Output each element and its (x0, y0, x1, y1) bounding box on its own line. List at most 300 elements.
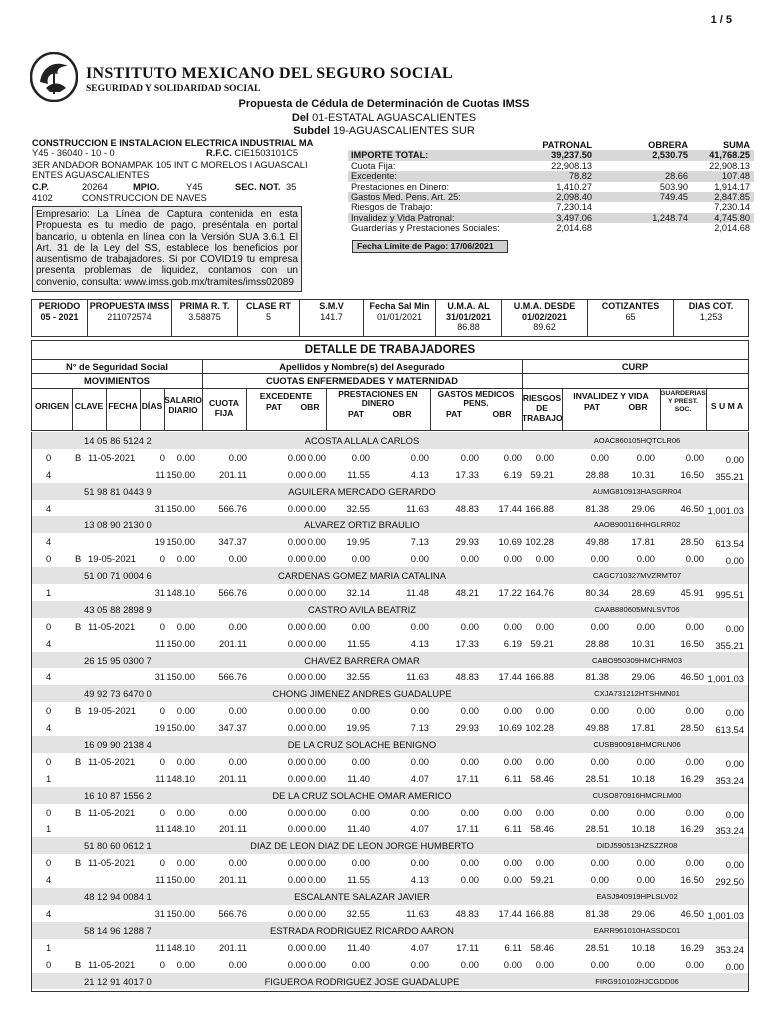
cell-exc-pat: 0.00 (287, 755, 306, 767)
cell-exc-pat: 0.00 (287, 637, 306, 649)
importe-patronal: 7,230.14 (556, 202, 592, 213)
cell-exc-obr: 0.00 (307, 941, 326, 953)
cell-salario: 150.00 (166, 502, 195, 514)
cell-prest-pat: 11.40 (347, 772, 370, 784)
cell-riesgos: 166.88 (525, 907, 554, 919)
notice-box: Empresario: La Línea de Captura contenida en esta Propuesta es tu medio de pago, preséntala en portal bancario, u obtenla en línea con la Versión SUA 3.6.1 El Art. 31 de la Ley del SS, establece los beneficios por ausentismo de trabajadores. Si por COVID19 tu empresa presenta problemas de liquidez, contamos con un convenio, consulta: www.imss.gob.mx/tramites/imss02089 (32, 206, 302, 292)
cell-guarderias: 0.00 (685, 451, 704, 463)
cell-gastos-pat: 0.00 (460, 553, 479, 565)
cell-suma: 0.00 (725, 622, 744, 634)
cell-riesgos: 0.00 (535, 705, 554, 717)
cell-prest-pat: 0.00 (351, 553, 370, 565)
movement-row (32, 533, 748, 550)
suma-header: SUMA (722, 140, 750, 150)
cell-prest-obr: 11.48 (406, 587, 429, 599)
cell-prest-pat: 0.00 (351, 958, 370, 970)
cell-suma: 1,001.03 (707, 673, 744, 685)
cell-cuota-fija: 0.00 (228, 620, 247, 632)
cell-dias: 11 (155, 874, 165, 886)
cell-salario: 148.10 (166, 587, 195, 599)
cell-gastos-pat: 0.00 (460, 705, 479, 717)
cell-riesgos: 0.00 (535, 451, 554, 463)
cell-gastos-pat: 29.93 (455, 722, 479, 734)
worker-nss: 51 00 71 0004 6 (84, 570, 152, 582)
cell-salario: 0.00 (176, 806, 195, 818)
cell-riesgos: 0.00 (535, 620, 554, 632)
delegacion: Del 01-ESTATAL AGUASCALIENTES (291, 112, 477, 124)
cell-prest-obr: 0.00 (410, 451, 429, 463)
cell-exc-obr: 0.00 (307, 705, 326, 717)
dias-cell: DIAS COT. 1,253 (688, 301, 734, 322)
cell-gastos-obr: 6.11 (504, 772, 522, 784)
cell-origen: 1 (46, 941, 52, 953)
cell-suma: 353.24 (715, 774, 744, 786)
cell-inv-obr: 29.06 (631, 671, 655, 683)
cell-inv-obr: 0.00 (636, 958, 655, 970)
cell-guarderias: 16.29 (680, 772, 704, 784)
worker-name: AGUILERA MERCADO GERARDO (288, 485, 436, 497)
cell-clave: B (75, 553, 82, 565)
cell-salario: 150.00 (166, 907, 195, 919)
cell-inv-pat: 28.88 (585, 637, 609, 649)
movement-row (32, 770, 748, 787)
cell-salario: 0.00 (176, 705, 195, 717)
cell-gastos-obr: 6.11 (504, 823, 522, 835)
company-address1: 3ER ANDADOR BONAMPAK 105 INT C MORELOS I AGUASCALI (32, 160, 308, 170)
cell-cuota-fija: 0.00 (228, 755, 247, 767)
cell-gastos-obr: 0.00 (503, 857, 522, 869)
cell-suma: 353.24 (715, 825, 744, 837)
cell-suma: 1,001.03 (707, 504, 744, 516)
cell-guarderias: 0.00 (685, 857, 704, 869)
cell-prest-obr: 7.13 (410, 722, 429, 734)
importe-suma: 107.48 (721, 171, 750, 182)
cell-exc-pat: 0.00 (287, 722, 306, 734)
cell-exc-pat: 0.00 (287, 874, 306, 886)
cell-inv-pat: 49.88 (585, 536, 609, 548)
cell-prest-obr: 4.13 (410, 637, 429, 649)
importe-obrera: 1,248.74 (652, 212, 688, 223)
cell-cuota-fija: 201.11 (219, 874, 247, 886)
cell-prest-pat: 0.00 (351, 451, 370, 463)
cell-riesgos: 0.00 (535, 553, 554, 565)
cell-gastos-pat: 0.00 (460, 451, 479, 463)
worker-row (32, 973, 748, 990)
salario-header: SALARIO DIARIO (164, 395, 202, 415)
cell-salario: 148.10 (166, 941, 195, 953)
importe-patronal: 3,497.06 (556, 212, 592, 223)
cell-dias: 19 (154, 722, 165, 734)
origen-header: ORIGEN (35, 401, 69, 411)
cell-gastos-obr: 17.44 (498, 671, 522, 683)
cell-prest-obr: 4.07 (410, 941, 429, 953)
cell-guarderias: 45.91 (680, 587, 704, 599)
cell-prest-pat: 11.55 (347, 874, 370, 886)
cell-inv-pat: 0.00 (590, 451, 609, 463)
cell-exc-pat: 0.00 (287, 451, 306, 463)
importe-row (348, 150, 754, 160)
cell-inv-pat: 0.00 (590, 553, 609, 565)
importe-row (348, 223, 754, 233)
activity-code: 4102 (32, 193, 53, 203)
cell-gastos-pat: 0.00 (460, 806, 479, 818)
worker-name: ACOSTA ALLALA CARLOS (304, 435, 420, 446)
propuesta-cell: PROPUESTA IMSS 211072574 (88, 300, 172, 336)
cell-prest-obr: 11.63 (406, 671, 429, 683)
worker-curp: CAAB880605MNLSVT06 (594, 604, 680, 614)
worker-nss: 16 10 87 1556 2 (84, 789, 152, 801)
movement-row (32, 956, 748, 973)
importe-row (348, 192, 754, 202)
cell-suma: 0.00 (725, 707, 744, 719)
worker-curp: CXJA731212HTSHMN01 (594, 689, 680, 699)
worker-name: ESTRADA RODRIGUEZ RICARDO AARON (270, 924, 454, 936)
guarderias-header: GUARDERIAS Y PREST. SOC. (660, 390, 706, 413)
worker-curp: CUSO870916HMCRLM00 (592, 790, 682, 800)
worker-row (32, 888, 748, 905)
excedente-obr: OBR (300, 402, 320, 412)
subdelegacion: Subdel 19-AGUASCALIENTES SUR (293, 125, 475, 137)
worker-name: CHAVEZ BARRERA OMAR (304, 654, 420, 666)
cell-gastos-pat: 17.33 (455, 468, 479, 480)
cell-clave: B (75, 620, 82, 632)
cell-gastos-obr: 10.69 (498, 722, 522, 734)
cell-prest-pat: 0.00 (351, 755, 370, 767)
company-name: CONSTRUCCION E INSTALACION ELECTRICA INDUSTRIAL MA (32, 138, 314, 148)
cell-cuota-fija: 566.76 (218, 907, 247, 919)
cell-riesgos: 58.46 (530, 823, 554, 835)
cell-salario: 0.00 (176, 451, 195, 463)
cell-prest-obr: 4.07 (410, 772, 429, 784)
cell-salario: 148.10 (166, 772, 195, 784)
worker-row (32, 432, 748, 449)
cell-cuota-fija: 347.37 (218, 722, 247, 734)
cell-dias: 31 (154, 587, 165, 599)
cell-origen: 0 (46, 620, 52, 632)
excedente-header: EXCEDENTE (259, 391, 313, 401)
worker-curp: EARR961010HASSDC01 (593, 925, 681, 935)
cell-exc-pat: 0.00 (287, 502, 306, 514)
movement-row (32, 905, 748, 922)
cell-dias: 31 (154, 502, 165, 514)
movement-row (32, 702, 748, 719)
cell-inv-obr: 29.06 (631, 907, 655, 919)
cell-gastos-obr: 6.19 (503, 468, 522, 480)
worker-name: DE LA CRUZ SOLACHE OMAR AMERICO (272, 789, 452, 801)
secnot-value: 35 (286, 182, 297, 192)
info-bar (31, 299, 749, 337)
cell-suma: 292.50 (715, 876, 744, 888)
cell-exc-pat: 0.00 (287, 536, 306, 548)
cell-exc-obr: 0.00 (307, 451, 326, 463)
cell-origen: 0 (46, 755, 52, 767)
cell-prest-obr: 7.13 (410, 536, 429, 548)
importe-obrera: 749.45 (659, 191, 688, 202)
movement-row (32, 449, 748, 466)
cell-prest-obr: 0.00 (410, 553, 429, 565)
uma-desde-cell: U.M.A. DESDE 01/02/2021 89.62 (502, 300, 588, 336)
curp-header: CURP (621, 362, 649, 372)
cell-gastos-pat: 29.93 (455, 536, 479, 548)
cell-exc-obr: 0.00 (307, 823, 326, 835)
worker-nss: 51 98 81 0443 9 (84, 485, 152, 497)
cell-suma: 613.54 (715, 538, 744, 550)
cell-riesgos: 0.00 (535, 958, 554, 970)
importe-patronal: 78.82 (569, 171, 592, 182)
cell-prest-obr: 0.00 (410, 755, 429, 767)
cell-exc-obr: 0.00 (307, 755, 326, 767)
cell-salario: 0.00 (176, 553, 195, 565)
riesgos-header: RIESGOS DE TRABAJO (522, 393, 563, 423)
cell-cuota-fija: 201.11 (219, 941, 247, 953)
cell-suma: 0.00 (725, 453, 744, 465)
cell-fecha: 11-05-2021 (88, 451, 136, 463)
cell-inv-pat: 49.88 (585, 722, 609, 734)
cell-gastos-obr: 0.00 (503, 705, 522, 717)
cell-guarderias: 16.50 (680, 637, 704, 649)
cell-guarderias: 16.29 (680, 823, 704, 835)
worker-row (32, 922, 748, 939)
cell-inv-obr: 10.18 (631, 941, 655, 953)
cell-exc-obr: 0.00 (307, 502, 326, 514)
worker-nss: 21 12 91 4017 0 (84, 975, 152, 987)
mpio-value: Y45 (186, 182, 203, 192)
cell-guarderias: 28.50 (680, 536, 704, 548)
cell-riesgos: 58.46 (530, 941, 554, 953)
cell-cuota-fija: 0.00 (228, 806, 247, 818)
cp-value: 20264 (82, 182, 108, 192)
fecha-limite-pago: Fecha Límite de Pago: 17/06/2021 (352, 240, 508, 253)
importe-patronal: 39,237.50 (551, 150, 592, 161)
worker-name: DE LA CRUZ SOLACHE BENIGNO (287, 739, 437, 751)
cell-inv-obr: 0.00 (636, 755, 655, 767)
importe-suma: 2,847.85 (714, 191, 750, 202)
worker-curp: CUSB900918HMCRLN06 (593, 740, 681, 750)
cell-guarderias: 0.00 (685, 958, 704, 970)
cell-cuota-fija: 201.11 (219, 637, 247, 649)
cell-fecha: 11-05-2021 (88, 755, 136, 767)
cell-exc-pat: 0.00 (287, 772, 306, 784)
cell-exc-obr: 0.00 (307, 620, 326, 632)
smv-cell: S.M.V 141.7 (300, 300, 364, 336)
cell-prest-pat: 0.00 (351, 620, 370, 632)
cell-inv-pat: 80.34 (585, 587, 609, 599)
cell-guarderias: 16.29 (680, 941, 704, 953)
cell-exc-pat: 0.00 (287, 857, 306, 869)
cell-gastos-obr: 0.00 (503, 874, 522, 886)
movement-row (32, 854, 748, 871)
invalidez-header: INVALIDEZ Y VIDA (573, 391, 649, 401)
cell-guarderias: 46.50 (680, 502, 704, 514)
company-registry: Y45 - 36040 - 10 - 0 (32, 148, 115, 158)
cell-fecha: 11-05-2021 (88, 857, 136, 869)
cell-cuota-fija: 201.11 (219, 772, 247, 784)
cell-gastos-pat: 48.21 (455, 587, 479, 599)
movement-row (32, 719, 748, 736)
worker-curp: DIDJ590513HZSZZR08 (596, 841, 678, 851)
cell-dias: 0 (159, 857, 165, 869)
importe-label: Riesgos de Trabajo: (351, 202, 433, 213)
cell-dias: 11 (155, 468, 165, 480)
worker-curp: FIRG910102HJCGDD06 (595, 976, 679, 986)
worker-curp: EASJ940919HPLSLV02 (596, 892, 678, 902)
importe-suma: 7,230.14 (714, 202, 750, 213)
cell-prest-pat: 11.40 (347, 941, 370, 953)
cell-inv-obr: 17.81 (631, 722, 655, 734)
cell-gastos-pat: 17.33 (455, 637, 479, 649)
cell-inv-pat: 28.51 (585, 823, 609, 835)
gastos-pat: PAT (446, 409, 462, 419)
cell-suma: 353.24 (715, 943, 744, 955)
importe-suma: 22,908.13 (709, 160, 750, 171)
worker-nss: 51 80 60 0612 1 (84, 840, 152, 852)
cell-dias: 0 (159, 806, 165, 818)
worker-name: DIAZ DE LEON DIAZ DE LEON JORGE HUMBERTO (250, 840, 474, 852)
movement-row (32, 500, 748, 517)
worker-row (32, 516, 748, 533)
cell-guarderias: 0.00 (685, 755, 704, 767)
cell-salario: 0.00 (176, 958, 195, 970)
cell-fecha: 11-05-2021 (88, 806, 136, 818)
cell-prest-obr: 11.63 (406, 502, 429, 514)
worker-curp: CABO950309HMCHRM03 (592, 655, 682, 665)
importe-suma: 1,914.17 (714, 181, 750, 192)
cell-origen: 0 (46, 806, 52, 818)
cell-dias: 0 (159, 451, 165, 463)
cell-dias: 11 (155, 772, 165, 784)
clave-header: CLAVE (74, 401, 104, 411)
cell-inv-obr: 10.18 (631, 823, 655, 835)
cell-gastos-obr: 6.19 (503, 637, 522, 649)
movement-row (32, 550, 748, 567)
cell-prest-pat: 11.55 (347, 468, 370, 480)
cell-suma: 0.00 (725, 555, 744, 567)
cell-inv-pat: 0.00 (590, 705, 609, 717)
cell-gastos-obr: 0.00 (503, 755, 522, 767)
cell-fecha: 19-05-2021 (88, 553, 136, 565)
cell-cuota-fija: 566.76 (218, 671, 247, 683)
cell-exc-obr: 0.00 (307, 857, 326, 869)
worker-curp: AAOB900116HHGLRR02 (593, 520, 681, 530)
cell-clave: B (75, 806, 82, 818)
prima-cell: PRIMA R. T. 3.58875 (172, 300, 238, 336)
cell-origen: 4 (46, 907, 52, 919)
periodo-cell: PERIODO 05 - 2021 (32, 300, 88, 336)
cell-inv-obr: 0.00 (636, 620, 655, 632)
cell-guarderias: 0.00 (685, 705, 704, 717)
cell-riesgos: 102.28 (525, 536, 554, 548)
cell-suma: 355.21 (715, 470, 744, 482)
importe-patronal: 22,908.13 (551, 160, 592, 171)
cell-exc-pat: 0.00 (287, 907, 306, 919)
gastos-header: GASTOS MEDICOS PENS. (437, 389, 515, 408)
company-rfc: R.F.C. CIE1503101C5 (206, 148, 298, 158)
gastos-obr: OBR (492, 409, 512, 419)
cell-suma: 613.54 (715, 724, 744, 736)
cell-prest-pat: 19.95 (346, 536, 370, 548)
importe-panel (348, 138, 754, 234)
cell-inv-pat: 81.38 (585, 907, 609, 919)
cell-dias: 11 (155, 941, 165, 953)
cell-exc-obr: 0.00 (307, 907, 326, 919)
cell-fecha: 19-05-2021 (88, 705, 136, 717)
cell-riesgos: 164.76 (525, 587, 554, 599)
fecha-header: FECHA (108, 401, 138, 411)
cell-origen: 4 (46, 536, 52, 548)
cell-gastos-pat: 17.11 (456, 823, 479, 835)
movimientos-header: MOVIMIENTOS (84, 376, 150, 386)
cell-exc-pat: 0.00 (287, 671, 306, 683)
worker-row (32, 787, 748, 804)
cell-inv-obr: 0.00 (636, 451, 655, 463)
cell-gastos-pat: 17.11 (456, 941, 479, 953)
cell-prest-pat: 0.00 (351, 806, 370, 818)
cell-inv-pat: 0.00 (590, 874, 609, 886)
cell-riesgos: 166.88 (525, 502, 554, 514)
invalidez-pat: PAT (584, 402, 600, 412)
cell-salario: 150.00 (166, 722, 195, 734)
importe-suma: 2,014.68 (714, 223, 750, 234)
cell-exc-obr: 0.00 (307, 637, 326, 649)
importe-row (348, 161, 754, 171)
cell-cuota-fija: 201.11 (219, 823, 247, 835)
importe-label: Invalidez y Vida Patronal: (351, 212, 455, 223)
cell-dias: 11 (155, 637, 165, 649)
importe-row (348, 213, 754, 223)
worker-name: CHONG JIMENEZ ANDRES GUADALUPE (272, 688, 452, 700)
cell-exc-obr: 0.00 (307, 587, 326, 599)
worker-row (32, 601, 748, 618)
cell-inv-pat: 28.51 (585, 941, 609, 953)
cell-riesgos: 0.00 (535, 755, 554, 767)
cell-guarderias: 0.00 (685, 553, 704, 565)
worker-name: CASTRO AVILA BEATRIZ (307, 603, 416, 615)
cell-dias: 19 (154, 536, 165, 548)
cell-riesgos: 59.21 (530, 874, 554, 886)
cell-exc-pat: 0.00 (287, 958, 306, 970)
cell-origen: 4 (46, 722, 52, 734)
cell-inv-pat: 0.00 (590, 806, 609, 818)
cell-guarderias: 46.50 (680, 907, 704, 919)
secnot-label: SEC. NOT. (235, 182, 281, 192)
worker-row (32, 567, 748, 584)
institution-motto: SEGURIDAD Y SOLIDARIDAD SOCIAL (86, 84, 261, 94)
worker-row (32, 736, 748, 753)
cell-gastos-pat: 0.00 (460, 857, 479, 869)
cell-origen: 4 (46, 874, 52, 886)
cell-prest-obr: 0.00 (410, 857, 429, 869)
cell-inv-obr: 0.00 (636, 705, 655, 717)
cell-fecha: 11-05-2021 (88, 620, 136, 632)
cell-clave: B (75, 958, 82, 970)
cell-inv-obr: 10.31 (631, 637, 655, 649)
cell-riesgos: 0.00 (535, 806, 554, 818)
cell-riesgos: 0.00 (535, 857, 554, 869)
cell-prest-pat: 32.55 (346, 502, 370, 514)
cell-salario: 150.00 (166, 637, 195, 649)
cell-exc-obr: 0.00 (307, 772, 326, 784)
cell-origen: 4 (46, 671, 52, 683)
cell-exc-obr: 0.00 (307, 468, 326, 480)
doc-title: Propuesta de Cédula de Determinación de Cuotas IMSS (238, 98, 530, 110)
cell-riesgos: 102.28 (525, 722, 554, 734)
cell-guarderias: 0.00 (685, 806, 704, 818)
cell-prest-obr: 4.13 (410, 874, 429, 886)
cell-inv-pat: 28.51 (585, 772, 609, 784)
movement-row (32, 753, 748, 770)
cell-gastos-pat: 0.00 (460, 874, 479, 886)
importe-label: Guarderías y Prestaciones Sociales: (351, 223, 500, 234)
